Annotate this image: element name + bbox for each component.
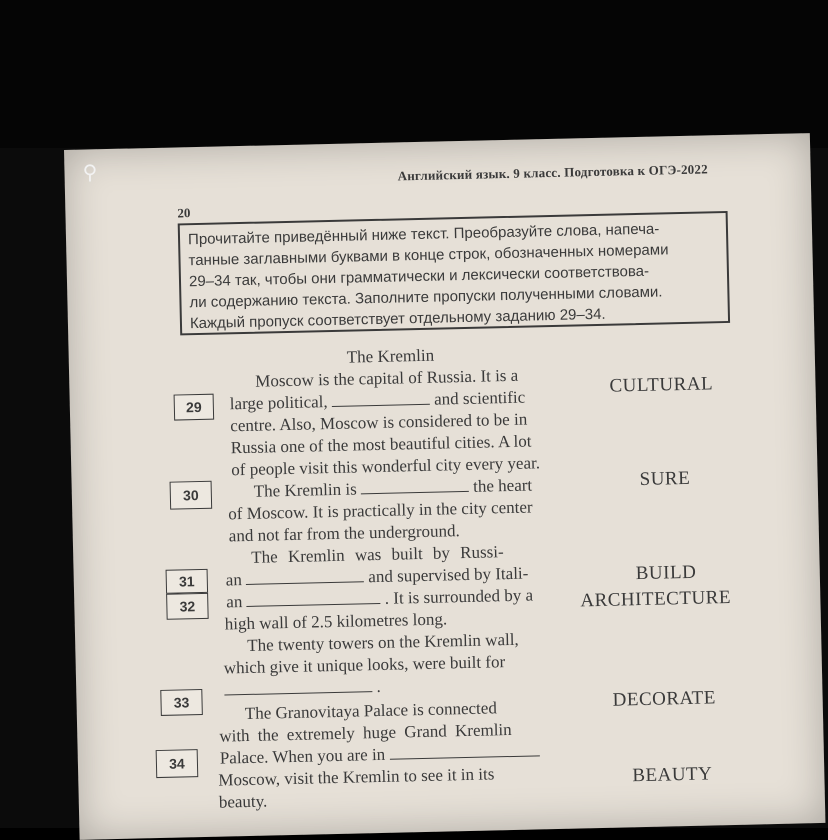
- task-line: Каждый пропуск соответствует отдельному заданию 29–34.: [189, 305, 606, 333]
- task-number-29: 29: [174, 394, 215, 421]
- text-line: high wall of 2.5 kilometres long.: [224, 609, 448, 634]
- task-number-31: 31: [166, 569, 209, 594]
- task-line: Прочитайте приведённый ниже текст. Преобразуйте слова, напеча-: [187, 220, 660, 249]
- keyword-33: DECORATE: [612, 687, 717, 711]
- keyword-29: CULTURAL: [609, 373, 714, 397]
- text-line: The Granovitaya Palace is connected: [244, 698, 498, 724]
- text-line: [226, 585, 533, 612]
- text-fragment: . It is surrounded by a: [384, 585, 534, 608]
- text-line: of Moscow. It is practically in the city center: [228, 497, 533, 524]
- text-fragment: an: [225, 570, 243, 590]
- keyword-31: BUILD: [635, 561, 697, 585]
- textbook-page: [64, 133, 825, 840]
- text-line: [224, 677, 381, 701]
- text-fragment: and scientific: [433, 387, 526, 409]
- page-number: 20: [177, 205, 191, 221]
- text-title: The Kremlin: [346, 345, 435, 367]
- text-fragment: the heart: [472, 475, 533, 496]
- task-line: ли содержанию текста. Заполните пропуски полученными словами.: [189, 283, 663, 312]
- gap-33[interactable]: [224, 677, 372, 695]
- keyword-30: SURE: [639, 467, 691, 491]
- keyword-32: ARCHITECTURE: [580, 586, 732, 612]
- task-number-32: 32: [166, 593, 209, 620]
- search-icon[interactable]: ⚲: [82, 160, 98, 184]
- task-number-30: 30: [170, 481, 213, 510]
- text-line: Moscow is the capital of Russia. It is a: [255, 365, 519, 391]
- text-line: of people visit this wonderful city every year.: [231, 453, 541, 480]
- text-fragment: Palace. When you are in: [219, 744, 386, 768]
- gap-29[interactable]: [332, 390, 430, 407]
- text-line: and not far from the underground.: [228, 521, 460, 546]
- text-line: beauty.: [218, 791, 268, 812]
- running-head: Английский язык. 9 класс. Подготовка к ОГЭ-2022: [397, 161, 708, 184]
- text-fragment: The Kremlin is: [253, 479, 357, 501]
- text-fragment: large political,: [229, 392, 328, 414]
- screen-top-area: [0, 0, 828, 148]
- task-instructions: [178, 211, 730, 335]
- gap-31[interactable]: [246, 567, 364, 585]
- text-line: which give it unique looks, were built for: [223, 652, 506, 678]
- text-line: centre. Also, Moscow is considered to be in: [230, 409, 528, 436]
- text-line: Moscow, visit the Kremlin to see it in its: [218, 764, 495, 790]
- keyword-34: BEAUTY: [632, 763, 713, 787]
- task-line: 29–34 так, чтобы они грамматически и лексически соответствова-: [188, 262, 650, 291]
- text-fragment: .: [376, 676, 381, 697]
- task-number-33: 33: [160, 689, 203, 716]
- gap-30[interactable]: [361, 477, 469, 494]
- text-line: The Kremlin was built by Russi-: [251, 542, 504, 567]
- text-fragment: and supervised by Itali-: [368, 563, 529, 587]
- gap-34[interactable]: [389, 741, 539, 759]
- text-fragment: an: [226, 592, 243, 612]
- text-line: Russia one of the most beautiful cities. A lot: [230, 431, 532, 458]
- task-line: танные заглавными буквами в конце строк, обозначенных номерами: [188, 241, 669, 270]
- task-number-34: 34: [156, 749, 199, 778]
- text-line: with the extremely huge Grand Kremlin: [219, 719, 512, 746]
- gap-32[interactable]: [246, 589, 380, 607]
- text-line: The twenty towers on the Kremlin wall,: [247, 629, 519, 655]
